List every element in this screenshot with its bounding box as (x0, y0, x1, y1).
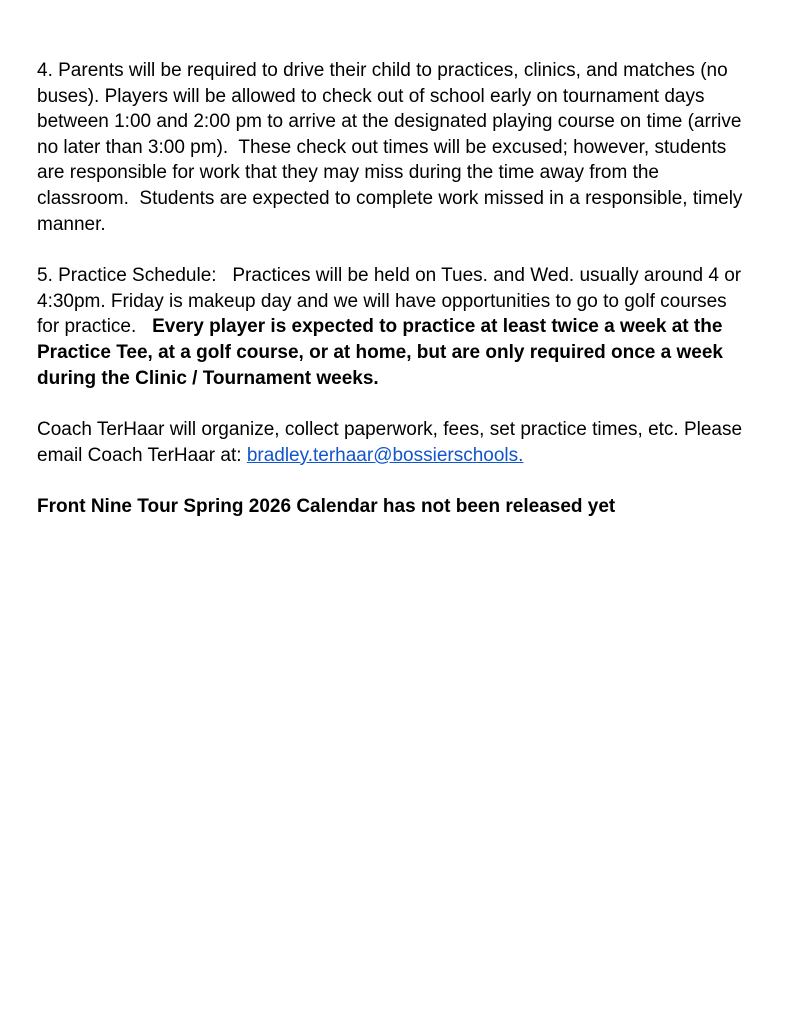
paragraph-coach-contact (37, 417, 753, 468)
practice-schedule-bold-text: Every player is expected to practice at least twice a week at the Practice Tee, at a golf course, or at home, but are only required once a week during the Clinic / Tournament weeks. (37, 316, 729, 389)
coach-contact-text: Coach TerHaar will organize, collect paperwork, fees, set practice times, etc. Please email Coach TerHaar at: (37, 419, 748, 466)
practice-schedule-intro-text: 5. Practice Schedule: Practices will be held on Tues. and Wed. usually around 4 or 4:30pm. Friday is makeup day and we will have opportunities to go to golf courses for practice. (37, 265, 747, 338)
email-link[interactable]: bradley.terhaar@bossierschools. (246, 444, 524, 466)
paragraph-practice-schedule (37, 263, 753, 391)
paragraph-transportation-policy: 4. Parents will be required to drive their child to practices, clinics, and matches (no buses). Players will be allowed to check out of school early on tournament days between 1:00 and 2:00 pm to arrive at the designated playing course on time (arrive no later than 3:00 pm). These check out times will be excused; however, students are responsible for work that they may miss during the time away from the classroom. Students are expected to complete work missed in a responsible, timely manner. (37, 60, 748, 235)
paragraph-calendar-notice: Front Nine Tour Spring 2026 Calendar has not been released yet (37, 496, 616, 518)
document-content (37, 58, 753, 546)
